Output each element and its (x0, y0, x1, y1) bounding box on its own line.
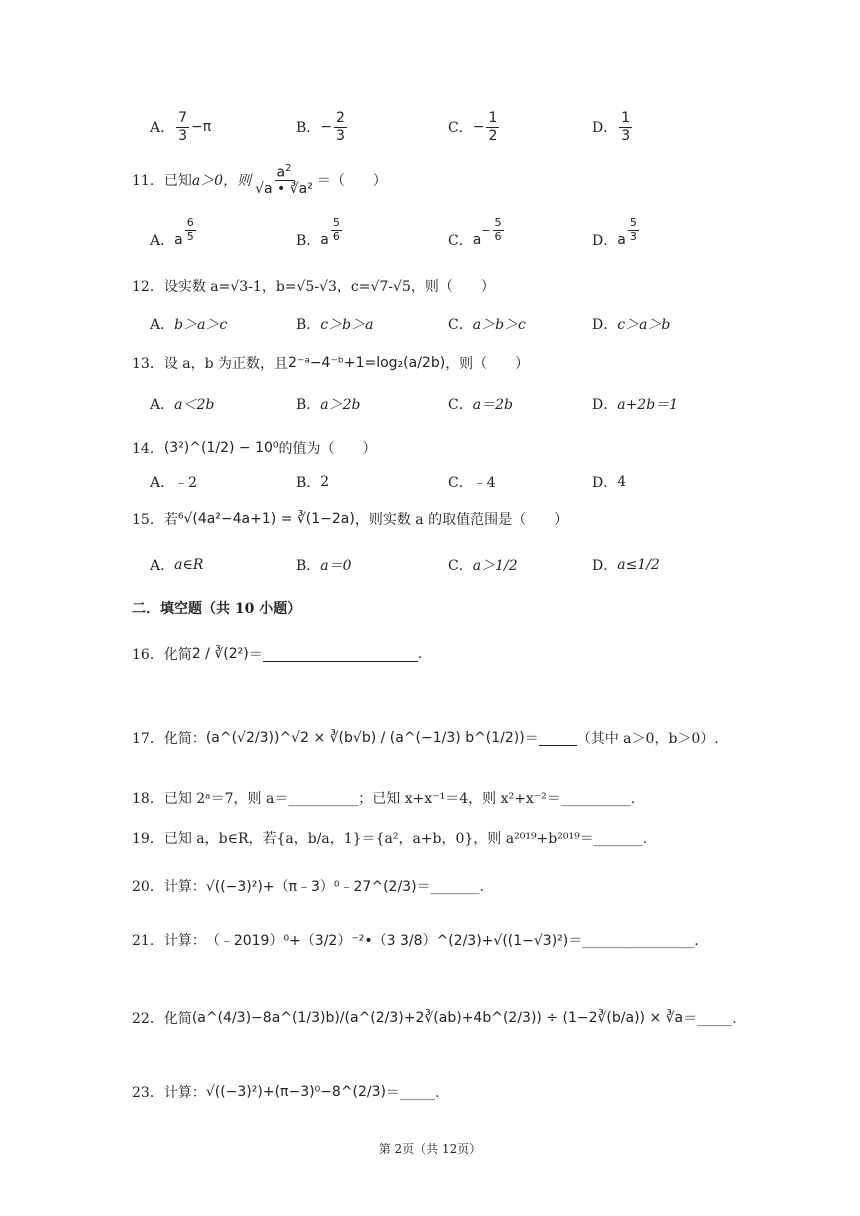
fraction: $\frac{2}{3}$ (336, 110, 345, 144)
option-d: D． $\frac{1}{3}$ (592, 110, 631, 144)
option-c: C． − $\frac{1}{2}$ (448, 110, 498, 144)
question-19: 19． 已知 a，b∈R，若{a，b/a，1}＝{a²，a+b，0}，则 a²⁰¹⁹+b²⁰¹⁹＝_______. (132, 831, 648, 847)
answer-blank[interactable] (539, 731, 577, 746)
q20-expression: √((−3)²)+（π﹣3）⁰﹣27^(2/3) (205, 879, 417, 895)
option-b: B． a＞2b (296, 397, 361, 413)
question-17: 17． 化简： (a^(√2/3))^√2 × ∛(b√b) / (a^(−1/3) b^(1/2)) ＝ （其中 a＞0，b＞0）. (132, 730, 719, 747)
q10-options (150, 110, 710, 144)
q12-options (150, 312, 710, 336)
q17-expression: (a^(√2/3))^√2 × ∛(b√b) / (a^(−1/3) b^(1/2)) (205, 730, 525, 746)
fraction: $\frac{1}{2}$ (488, 110, 498, 144)
q13-options (150, 392, 710, 416)
option-b: B． c＞b＞a (296, 317, 374, 333)
option-a: A． $\frac{7}{3}$ −π (150, 110, 212, 144)
option-b: B． a＝0 (296, 558, 352, 574)
option-d: D． c＞a＞b (592, 317, 671, 333)
q14-expression: (3²)^(1/2) − 10⁰ (163, 440, 279, 456)
option-b: B． a $\frac{5}{6}$ (296, 215, 340, 249)
question-16: 16． 化简 2 / ∛(2²) ＝ . (132, 646, 423, 663)
option-c: C． a − $\frac{5}{6}$ (448, 215, 502, 249)
option-d: D． 4 (592, 474, 627, 491)
question-21: 21． 计算： （﹣2019）⁰+（3/2）⁻²•（3 3/8）^(2/3)+√((1−√3)²) ＝________________. (132, 920, 699, 960)
q21-expression: （﹣2019）⁰+（3/2）⁻²•（3 3/8）^(2/3)+√((1−√3)²) (205, 933, 569, 949)
question-23: 23． 计算： √((−3)²)+(π−3)⁰−8^(2/3) ＝_____. (132, 1084, 440, 1101)
q23-expression: √((−3)²)+(π−3)⁰−8^(2/3) (205, 1084, 387, 1100)
question-14: 14． (3²)^(1/2) − 10⁰ 的值为（ ） (132, 440, 377, 457)
q13-expression: 2⁻ᵃ−4⁻ᵇ+1=log₂(a/2b) (288, 355, 446, 371)
q22-expression: (a^(4/3)−8a^(1/3)b)/(a^(2/3)+2∛(ab)+4b^(2/3)) ÷ (1−2∛(b/a)) × ∛a (191, 1010, 684, 1026)
option-c: C． a＞b＞c (448, 317, 526, 333)
q16-expression: 2 / ∛(2²) (191, 646, 249, 662)
page-footer: 第 2页（共 12页） (378, 1142, 482, 1156)
question-20: 20． 计算： √((−3)²)+（π﹣3）⁰﹣27^(2/3) ＝_______. (132, 866, 484, 906)
option-b: B． − $\frac{2}{3}$ (296, 110, 345, 144)
question-13: 13． 设 a，b 为正数，且 2⁻ᵃ−4⁻ᵇ+1=log₂(a/2b) ，则（ ） (132, 355, 530, 372)
option-d: D． a+2b＝1 (592, 397, 679, 413)
q11-expression: $\frac{a^2}{\text{√a • ∛a²}}$ (255, 162, 313, 198)
q15-options (150, 548, 710, 582)
question-18: 18． 已知 2ᵃ＝7，则 a＝__________；已知 x+x⁻¹＝4，则 x²+x⁻²＝__________. (132, 791, 636, 807)
fraction: $\frac{7}{3}$ (178, 110, 188, 144)
q14-options (150, 470, 710, 494)
question-22: 22． 化简 (a^(4/3)−8a^(1/3)b)/(a^(2/3)+2∛(ab)+4b^(2/3)) ÷ (1−2∛(b/a)) × ∛a ＝_____. (132, 1010, 737, 1027)
option-c: C． a＝2b (448, 397, 513, 413)
option-a: A． a＜2b (150, 397, 215, 413)
question-12: 12． 设实数 a=√3-1，b=√5-√3，c=√7-√5，则（ ） (132, 279, 495, 295)
option-b: B． 2 (296, 474, 330, 491)
option-a: A． ﹣2 (150, 475, 198, 491)
option-d: D． a $\frac{5}{3}$ (592, 215, 637, 249)
fraction: $\frac{1}{3}$ (621, 110, 631, 144)
option-c: C． ﹣4 (448, 475, 496, 491)
option-d: D． a≤1/2 (592, 557, 660, 574)
option-a: A． a $\frac{6}{5}$ (150, 215, 194, 249)
option-a: A． b＞a＞c (150, 317, 228, 333)
q15-expression: ⁶√(4a²−4a+1) = ∛(1−2a) (177, 511, 355, 527)
answer-blank[interactable] (263, 647, 418, 662)
question-11: 11． 已知 a＞0，则 $\frac{a^2}{\text{√a • ∛a²}}$ ＝（ ） (132, 162, 387, 198)
section-heading: 二．填空题（共 10 小题） (132, 601, 302, 617)
question-15: 15． 若 ⁶√(4a²−4a+1) = ∛(1−2a) ，则实数 a 的取值范围是（ ） (132, 511, 569, 528)
q11-options (150, 215, 710, 260)
option-c: C． a＞1/2 (448, 558, 518, 574)
option-a: A． a∈R (150, 557, 204, 574)
